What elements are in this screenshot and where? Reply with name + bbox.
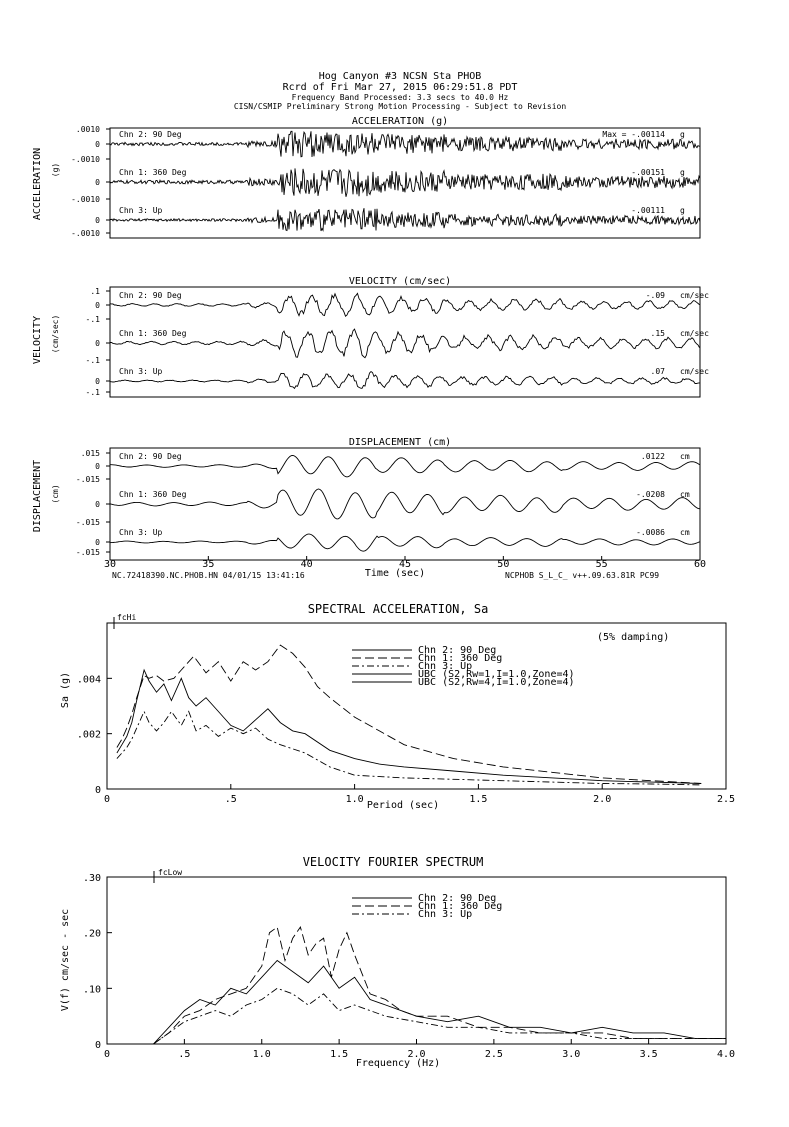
x-tick-label: 2.0 — [407, 1049, 426, 1060]
time-tick-label: 45 — [398, 559, 412, 570]
waveform-trace — [110, 489, 700, 519]
acceleration-title: ACCELERATION (g) — [351, 116, 449, 127]
channel-max-value: .0122 — [640, 452, 665, 461]
channel-max-unit: cm — [680, 490, 690, 499]
time-tick-label: 40 — [300, 559, 313, 570]
y-tick-label: -.1 — [85, 388, 100, 397]
x-tick-label: 2.5 — [716, 794, 736, 805]
y-tick-label: -.1 — [85, 315, 100, 324]
channel-max-unit: g — [680, 206, 685, 215]
legend-label: Chn 2: 90 Deg — [418, 893, 497, 904]
time-tick-label: 60 — [693, 559, 707, 570]
header-line2: Rcrd of Fri Mar 27, 2015 06:29:51.8 PDT — [282, 82, 518, 93]
channel-max-unit: g — [680, 130, 685, 139]
legend-label: Chn 1: 360 Deg — [418, 653, 503, 664]
velocity-title: VELOCITY (cm/sec) — [348, 276, 452, 287]
y-tick-label: -.015 — [75, 518, 100, 527]
y-tick-label: .10 — [82, 984, 101, 996]
legend-label: Chn 1: 360 Deg — [418, 901, 503, 912]
displacement-title: DISPLACEMENT (cm) — [348, 437, 452, 448]
channel-label: Chn 1: 360 Deg — [119, 168, 187, 177]
x-tick-label: 2.0 — [593, 794, 612, 805]
channel-max-value: .07 — [650, 367, 665, 376]
sa-xlabel: Period (sec) — [366, 800, 440, 811]
y-tick-label: 0 — [95, 339, 100, 348]
displacement-ylabel: DISPLACEMENT — [32, 459, 43, 533]
channel-max-unit: cm/sec — [680, 329, 709, 338]
fs-frame — [107, 877, 726, 1044]
time-tick-label: 30 — [103, 559, 117, 570]
series-line — [117, 670, 701, 784]
fs-marker-label: fcLow — [158, 868, 183, 877]
fs-title: VELOCITY FOURIER SPECTRUM — [302, 855, 484, 869]
y-tick-label: 0 — [95, 216, 100, 225]
y-tick-label: .20 — [82, 928, 101, 940]
x-tick-label: 3.5 — [639, 1049, 658, 1060]
channel-max-unit: g — [680, 168, 685, 177]
y-tick-label: -.015 — [75, 548, 100, 557]
legend-label: UBC (S2,Rw=1,I=1.0,Zone=4) — [418, 669, 575, 680]
waveform-trace — [110, 293, 700, 316]
y-tick-label: -.0010 — [71, 229, 100, 238]
legend-label: UBC (S2,Rw=4,I=1.0,Zone=4) — [418, 677, 575, 688]
y-tick-label: -.015 — [75, 475, 100, 484]
waveform-trace — [110, 329, 700, 358]
x-tick-label: .5 — [178, 1049, 191, 1060]
channel-label: Chn 2: 90 Deg — [119, 291, 182, 300]
x-tick-label: 1.0 — [252, 1049, 271, 1060]
fs-xlabel: Frequency (Hz) — [355, 1058, 441, 1069]
y-tick-label: .0010 — [75, 125, 100, 134]
waveform-trace — [110, 372, 700, 389]
x-tick-label: 0 — [103, 794, 111, 805]
velocity-panel — [32, 276, 709, 397]
y-tick-label: 0 — [95, 178, 100, 187]
channel-max-value: -.00111 — [631, 206, 665, 215]
y-tick-label: 0 — [94, 1040, 101, 1051]
waveform-trace — [110, 168, 700, 196]
sa-frame — [107, 623, 726, 789]
legend-label: Chn 3: Up — [418, 661, 473, 672]
series-line — [117, 712, 701, 785]
x-tick-label: 1.5 — [469, 794, 488, 805]
y-tick-label: 0 — [95, 462, 100, 471]
y-tick-label: 0 — [95, 500, 100, 509]
channel-label: Chn 3: Up — [119, 367, 163, 376]
channel-max-value: .15 — [650, 329, 665, 338]
time-xlabel: Time (sec) — [364, 568, 426, 579]
y-tick-label: 0 — [95, 140, 100, 149]
series-line — [153, 988, 726, 1044]
series-line — [117, 645, 701, 783]
y-tick-label: .30 — [82, 873, 101, 884]
channel-label: Chn 3: Up — [119, 528, 163, 537]
legend-label: Chn 3: Up — [418, 909, 473, 920]
legend-label: Chn 2: 90 Deg — [418, 645, 497, 656]
channel-label: Chn 1: 360 Deg — [119, 329, 187, 338]
channel-label: Chn 3: Up — [119, 206, 163, 215]
fs-ylabel: V(f) cm/sec - sec — [60, 908, 71, 1012]
waveform-trace — [110, 534, 700, 551]
velocity-ylabel: VELOCITY — [32, 315, 43, 365]
channel-max-value: -.09 — [645, 291, 665, 300]
x-tick-label: .5 — [224, 794, 237, 805]
waveform-trace — [110, 208, 700, 231]
y-tick-label: .004 — [76, 674, 101, 686]
channel-max-unit: cm — [680, 452, 690, 461]
y-tick-label: -.1 — [85, 356, 100, 365]
acceleration-panel — [32, 116, 700, 238]
channel-label: Chn 1: 360 Deg — [119, 490, 187, 499]
x-tick-label: 1.0 — [345, 794, 364, 805]
x-tick-label: 3.0 — [562, 1049, 581, 1060]
y-tick-label: .002 — [76, 729, 101, 741]
channel-max-unit: cm/sec — [680, 367, 709, 376]
y-tick-label: 0 — [94, 785, 101, 796]
y-tick-label: 0 — [95, 301, 100, 310]
channel-max-value: Max = -.00114 — [602, 130, 665, 139]
header-line3: Frequency Band Processed: 3.3 secs to 40.0 Hz — [291, 93, 509, 102]
spectral-acceleration-chart — [60, 602, 735, 811]
velocity-fourier-spectrum-chart — [60, 855, 735, 1069]
x-tick-label: 2.5 — [484, 1049, 503, 1060]
header-line4: CISN/CSMIP Preliminary Strong Motion Processing - Subject to Revision — [233, 102, 567, 111]
y-tick-label: -.0010 — [71, 195, 100, 204]
time-tick-label: 55 — [595, 559, 608, 570]
time-tick-label: 35 — [202, 559, 215, 570]
x-tick-label: 0 — [103, 1049, 111, 1060]
series-line — [153, 961, 726, 1045]
series-line — [153, 927, 726, 1044]
velocity-units: (cm/sec) — [51, 314, 60, 354]
processing-footer: NCPHOB S_L_C_ v++.09.63.81R PC99 — [505, 571, 660, 580]
waveform-trace — [110, 456, 700, 477]
displacement-panel — [32, 437, 700, 560]
y-tick-label: -.0010 — [71, 155, 100, 164]
time-tick-label: 50 — [497, 559, 510, 570]
y-tick-label: 0 — [95, 538, 100, 547]
channel-max-unit: cm/sec — [680, 291, 709, 300]
channel-max-value: -.00151 — [631, 168, 665, 177]
x-tick-label: 1.5 — [330, 1049, 349, 1060]
channel-label: Chn 2: 90 Deg — [119, 130, 182, 139]
y-tick-label: 0 — [95, 377, 100, 386]
channel-max-value: -.0208 — [636, 490, 665, 499]
x-tick-label: 4.0 — [716, 1049, 736, 1060]
header-line1: Hog Canyon #3 NCSN Sta PHOB — [318, 71, 482, 82]
record-id-footer: NC.72418390.NC.PHOB.HN 04/01/15 13:41:16 — [112, 571, 305, 580]
displacement-units: (cm) — [51, 484, 60, 504]
acceleration-ylabel: ACCELERATION — [32, 147, 43, 221]
channel-max-value: -.0086 — [636, 528, 665, 537]
sa-title: SPECTRAL ACCELERATION, Sa — [307, 602, 489, 616]
sa-ylabel: Sa (g) — [60, 671, 71, 709]
sa-damping-label: (5% damping) — [597, 632, 670, 643]
y-tick-label: .015 — [80, 449, 100, 458]
y-tick-label: .1 — [90, 287, 100, 296]
channel-label: Chn 2: 90 Deg — [119, 452, 182, 461]
sa-marker-label: fcHi — [117, 613, 137, 622]
channel-max-unit: cm — [680, 528, 690, 537]
acceleration-units: (g) — [51, 162, 60, 178]
